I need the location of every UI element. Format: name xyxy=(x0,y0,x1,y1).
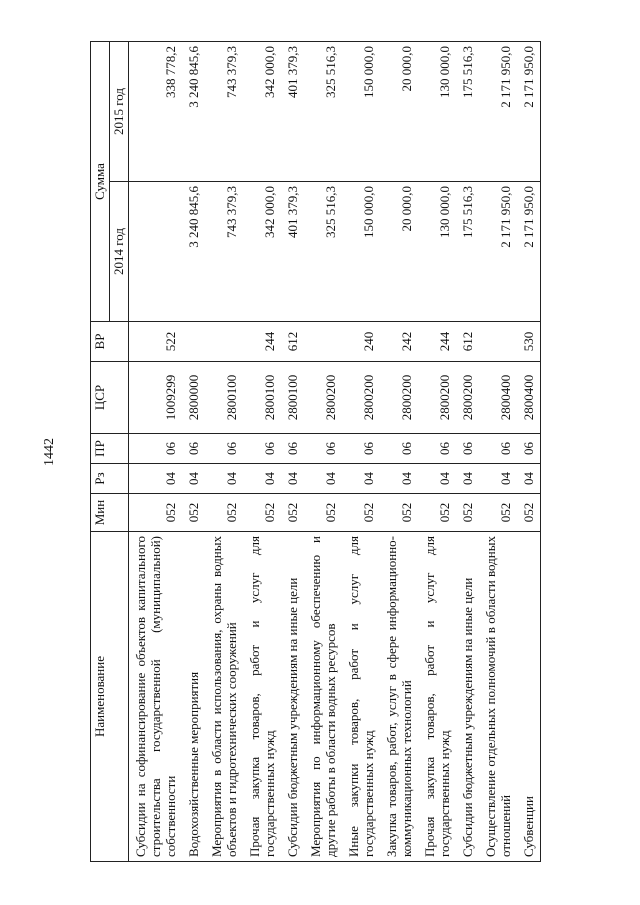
row-2014: 2 171 950,0 xyxy=(517,182,541,322)
row-name: Осуществление отдельных полномочий в области водных отношений xyxy=(479,532,517,862)
row-vr: 242 xyxy=(380,322,418,362)
budget-table xyxy=(90,41,541,862)
row-2014: 130 000,0 xyxy=(418,182,456,322)
row-vr: 522 xyxy=(129,322,183,362)
row-pr: 06 xyxy=(281,434,304,464)
row-min: 052 xyxy=(182,494,205,532)
row-csr: 2800200 xyxy=(456,362,479,434)
row-2015: 175 516,3 xyxy=(456,42,479,182)
row-pr: 06 xyxy=(304,434,342,464)
row-name: Водохозяйственные мероприятия xyxy=(182,532,205,862)
row-2015: 2 171 950,0 xyxy=(479,42,517,182)
row-vr xyxy=(205,322,243,362)
table-row xyxy=(129,42,183,862)
row-2015: 130 000,0 xyxy=(418,42,456,182)
row-2015: 401 379,3 xyxy=(281,42,304,182)
page-number: 1442 xyxy=(42,438,57,466)
row-name: Прочая закупка товаров, работ и услуг для государственных нужд xyxy=(418,532,456,862)
row-vr xyxy=(304,322,342,362)
row-pr: 06 xyxy=(129,434,183,464)
row-2014: 325 516,3 xyxy=(304,182,342,322)
header-2015: 2015 год xyxy=(110,42,129,182)
table-row xyxy=(517,42,541,862)
row-vr: 244 xyxy=(418,322,456,362)
row-csr: 1009299 xyxy=(129,362,183,434)
row-name: Субсидии на софинансирование объектов капитального строительства государственной (муниципальной) собственности xyxy=(129,532,183,862)
table-row xyxy=(342,42,380,862)
rotated-page xyxy=(42,42,610,862)
row-2015: 20 000,0 xyxy=(380,42,418,182)
row-csr: 2800100 xyxy=(243,362,281,434)
row-name: Мероприятия по информационному обеспечению и другие работы в области водных ресурсов xyxy=(304,532,342,862)
row-csr: 2800200 xyxy=(418,362,456,434)
row-min: 052 xyxy=(129,494,183,532)
row-2014: 342 000,0 xyxy=(243,182,281,322)
row-min: 052 xyxy=(380,494,418,532)
row-vr: 612 xyxy=(456,322,479,362)
row-csr: 2800400 xyxy=(479,362,517,434)
row-rz: 04 xyxy=(342,464,380,494)
table-row xyxy=(380,42,418,862)
row-vr xyxy=(182,322,205,362)
row-vr: 244 xyxy=(243,322,281,362)
row-2015: 325 516,3 xyxy=(304,42,342,182)
header-summa: Сумма xyxy=(91,42,110,322)
table-row xyxy=(182,42,205,862)
row-csr: 2800000 xyxy=(182,362,205,434)
header-2014: 2014 год xyxy=(110,182,129,322)
row-2015: 150 000,0 xyxy=(342,42,380,182)
row-min: 052 xyxy=(456,494,479,532)
row-name: Закупка товаров, работ, услуг в сфере информационно-коммуникационных технологий xyxy=(380,532,418,862)
row-2014: 20 000,0 xyxy=(380,182,418,322)
row-rz: 04 xyxy=(380,464,418,494)
row-rz: 04 xyxy=(129,464,183,494)
row-pr: 06 xyxy=(418,434,456,464)
row-2014: 743 379,3 xyxy=(205,182,243,322)
table-row xyxy=(281,42,304,862)
row-name: Субсидии бюджетным учреждениям на иные цели xyxy=(281,532,304,862)
row-rz: 04 xyxy=(479,464,517,494)
row-min: 052 xyxy=(304,494,342,532)
row-2014: 175 516,3 xyxy=(456,182,479,322)
row-2015: 3 240 845,6 xyxy=(182,42,205,182)
row-rz: 04 xyxy=(281,464,304,494)
row-pr: 06 xyxy=(456,434,479,464)
row-vr: 530 xyxy=(517,322,541,362)
row-rz: 04 xyxy=(243,464,281,494)
row-pr: 06 xyxy=(479,434,517,464)
table-row xyxy=(205,42,243,862)
header-csr: ЦСР xyxy=(91,362,129,434)
row-min: 052 xyxy=(281,494,304,532)
row-pr: 06 xyxy=(243,434,281,464)
row-rz: 04 xyxy=(456,464,479,494)
row-csr: 2800100 xyxy=(281,362,304,434)
row-name: Субвенции xyxy=(517,532,541,862)
row-2015: 342 000,0 xyxy=(243,42,281,182)
row-csr: 2800200 xyxy=(380,362,418,434)
row-2014: 401 379,3 xyxy=(281,182,304,322)
row-min: 052 xyxy=(517,494,541,532)
row-pr: 06 xyxy=(380,434,418,464)
table-row xyxy=(304,42,342,862)
header-name: Наименование xyxy=(91,532,129,862)
table-row xyxy=(456,42,479,862)
row-rz: 04 xyxy=(205,464,243,494)
row-rz: 04 xyxy=(418,464,456,494)
header-vr: ВР xyxy=(91,322,129,362)
row-rz: 04 xyxy=(182,464,205,494)
row-min: 052 xyxy=(205,494,243,532)
row-rz: 04 xyxy=(304,464,342,494)
row-csr: 2800400 xyxy=(517,362,541,434)
row-min: 052 xyxy=(479,494,517,532)
row-2015: 338 778,2 xyxy=(129,42,183,182)
row-2014: 3 240 845,6 xyxy=(182,182,205,322)
row-2015: 743 379,3 xyxy=(205,42,243,182)
row-min: 052 xyxy=(243,494,281,532)
row-min: 052 xyxy=(418,494,456,532)
table-row xyxy=(243,42,281,862)
row-pr: 06 xyxy=(342,434,380,464)
header-rz: Рз xyxy=(91,464,129,494)
table-row xyxy=(418,42,456,862)
row-2014 xyxy=(129,182,183,322)
row-2014: 150 000,0 xyxy=(342,182,380,322)
row-2014: 2 171 950,0 xyxy=(479,182,517,322)
table-row xyxy=(479,42,517,862)
row-name: Мероприятия в области использования, охраны водных объектов и гидротехнических сооружений xyxy=(205,532,243,862)
row-2015: 2 171 950,0 xyxy=(517,42,541,182)
row-name: Иные закупки товаров, работ и услуг для государственных нужд xyxy=(342,532,380,862)
row-vr: 612 xyxy=(281,322,304,362)
row-min: 052 xyxy=(342,494,380,532)
row-name: Субсидии бюджетным учреждениям на иные цели xyxy=(456,532,479,862)
header-min: Мин xyxy=(91,494,129,532)
row-csr: 2800100 xyxy=(205,362,243,434)
row-pr: 06 xyxy=(205,434,243,464)
row-name: Прочая закупка товаров, работ и услуг для государственных нужд xyxy=(243,532,281,862)
row-csr: 2800200 xyxy=(304,362,342,434)
row-vr: 240 xyxy=(342,322,380,362)
row-vr xyxy=(479,322,517,362)
header-pr: ПР xyxy=(91,434,129,464)
row-rz: 04 xyxy=(517,464,541,494)
row-pr: 06 xyxy=(182,434,205,464)
row-csr: 2800200 xyxy=(342,362,380,434)
row-pr: 06 xyxy=(517,434,541,464)
